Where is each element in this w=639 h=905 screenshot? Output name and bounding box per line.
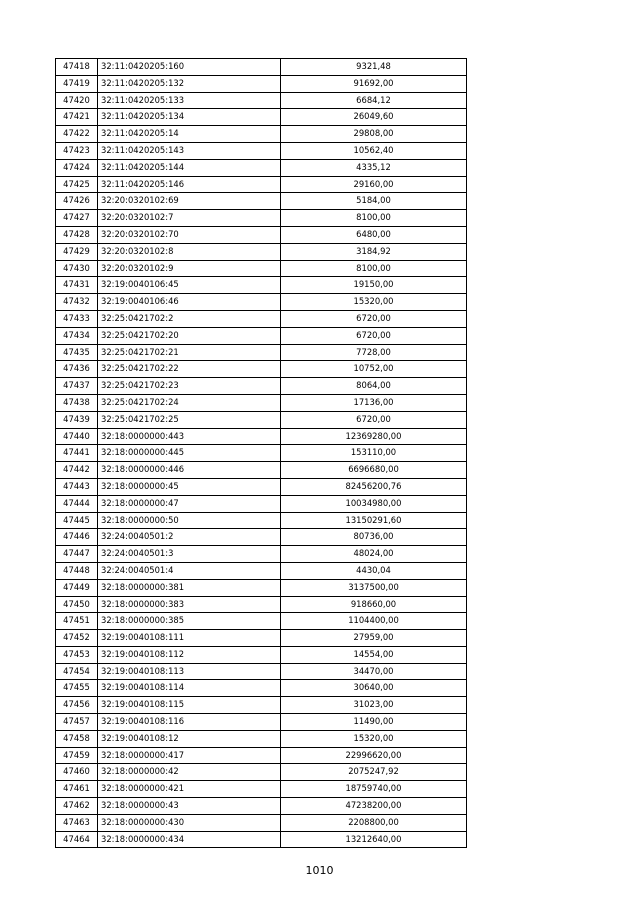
cadastral-number-cell: 32:18:0000000:47	[98, 495, 281, 512]
table-row	[56, 646, 467, 663]
cadastral-number-cell: 32:24:0040501:3	[98, 546, 281, 563]
table-row	[56, 478, 467, 495]
table-row	[56, 529, 467, 546]
cadastral-number-cell: 32:19:0040108:116	[98, 714, 281, 731]
value-cell: 31023,00	[281, 697, 467, 714]
value-cell: 8100,00	[281, 210, 467, 227]
value-cell: 8064,00	[281, 378, 467, 395]
row-number-cell: 47438	[56, 394, 98, 411]
value-cell: 8100,00	[281, 260, 467, 277]
row-number-cell: 47453	[56, 646, 98, 663]
value-cell: 10034980,00	[281, 495, 467, 512]
row-number-cell: 47424	[56, 159, 98, 176]
row-number-cell: 47437	[56, 378, 98, 395]
table-row	[56, 781, 467, 798]
value-cell: 918660,00	[281, 596, 467, 613]
cadastral-number-cell: 32:25:0421702:24	[98, 394, 281, 411]
cadastral-number-cell: 32:19:0040106:46	[98, 294, 281, 311]
cadastral-number-cell: 32:11:0420205:134	[98, 109, 281, 126]
row-number-cell: 47441	[56, 445, 98, 462]
row-number-cell: 47431	[56, 277, 98, 294]
row-number-cell: 47446	[56, 529, 98, 546]
cadastral-number-cell: 32:18:0000000:381	[98, 579, 281, 596]
row-number-cell: 47456	[56, 697, 98, 714]
row-number-cell: 47461	[56, 781, 98, 798]
value-cell: 91692,00	[281, 75, 467, 92]
value-cell: 14554,00	[281, 646, 467, 663]
row-number-cell: 47422	[56, 126, 98, 143]
cadastral-number-cell: 32:25:0421702:2	[98, 310, 281, 327]
cadastral-number-cell: 32:20:0320102:69	[98, 193, 281, 210]
value-cell: 1104400,00	[281, 613, 467, 630]
row-number-cell: 47442	[56, 462, 98, 479]
value-cell: 47238200,00	[281, 798, 467, 815]
row-number-cell: 47445	[56, 512, 98, 529]
table-row	[56, 411, 467, 428]
value-cell: 34470,00	[281, 663, 467, 680]
table-row	[56, 327, 467, 344]
value-cell: 6684,12	[281, 92, 467, 109]
row-number-cell: 47430	[56, 260, 98, 277]
row-number-cell: 47419	[56, 75, 98, 92]
value-cell: 11490,00	[281, 714, 467, 731]
table-row	[56, 75, 467, 92]
value-cell: 26049,60	[281, 109, 467, 126]
value-cell: 6720,00	[281, 327, 467, 344]
value-cell: 22996620,00	[281, 747, 467, 764]
value-cell: 5184,00	[281, 193, 467, 210]
table-row	[56, 814, 467, 831]
value-cell: 6480,00	[281, 226, 467, 243]
value-cell: 4430,04	[281, 562, 467, 579]
row-number-cell: 47449	[56, 579, 98, 596]
cadastral-number-cell: 32:25:0421702:20	[98, 327, 281, 344]
value-cell: 29160,00	[281, 176, 467, 193]
cadastral-number-cell: 32:24:0040501:4	[98, 562, 281, 579]
table-row	[56, 831, 467, 848]
cadastral-number-cell: 32:25:0421702:23	[98, 378, 281, 395]
cadastral-number-cell: 32:19:0040108:115	[98, 697, 281, 714]
table-row	[56, 445, 467, 462]
row-number-cell: 47436	[56, 361, 98, 378]
table-row	[56, 310, 467, 327]
table-row	[56, 394, 467, 411]
value-cell: 17136,00	[281, 394, 467, 411]
cadastral-number-cell: 32:11:0420205:146	[98, 176, 281, 193]
table-row	[56, 361, 467, 378]
table-row	[56, 109, 467, 126]
row-number-cell: 47454	[56, 663, 98, 680]
row-number-cell: 47435	[56, 344, 98, 361]
table-row	[56, 714, 467, 731]
table-row	[56, 798, 467, 815]
table-row	[56, 697, 467, 714]
cadastral-number-cell: 32:11:0420205:14	[98, 126, 281, 143]
row-number-cell: 47447	[56, 546, 98, 563]
table-row	[56, 495, 467, 512]
value-cell: 3137500,00	[281, 579, 467, 596]
value-cell: 2075247,92	[281, 764, 467, 781]
row-number-cell: 47425	[56, 176, 98, 193]
table-row	[56, 210, 467, 227]
table-row	[56, 730, 467, 747]
row-number-cell: 47443	[56, 478, 98, 495]
cadastral-number-cell: 32:18:0000000:383	[98, 596, 281, 613]
table-row	[56, 630, 467, 647]
value-cell: 15320,00	[281, 294, 467, 311]
table-row	[56, 428, 467, 445]
table-row	[56, 747, 467, 764]
table-row	[56, 260, 467, 277]
value-cell: 12369280,00	[281, 428, 467, 445]
row-number-cell: 47444	[56, 495, 98, 512]
table-row	[56, 193, 467, 210]
value-cell: 29808,00	[281, 126, 467, 143]
value-cell: 13212640,00	[281, 831, 467, 848]
cadastral-number-cell: 32:19:0040108:113	[98, 663, 281, 680]
table-row	[56, 243, 467, 260]
row-number-cell: 47423	[56, 142, 98, 159]
row-number-cell: 47459	[56, 747, 98, 764]
cadastral-number-cell: 32:19:0040108:114	[98, 680, 281, 697]
row-number-cell: 47439	[56, 411, 98, 428]
value-cell: 27959,00	[281, 630, 467, 647]
cadastral-number-cell: 32:18:0000000:421	[98, 781, 281, 798]
row-number-cell: 47451	[56, 613, 98, 630]
cadastral-number-cell: 32:19:0040108:112	[98, 646, 281, 663]
row-number-cell: 47452	[56, 630, 98, 647]
cadastral-value-table	[55, 58, 467, 848]
table-row	[56, 462, 467, 479]
table-row	[56, 378, 467, 395]
table-row	[56, 142, 467, 159]
table-row	[56, 512, 467, 529]
cadastral-number-cell: 32:24:0040501:2	[98, 529, 281, 546]
row-number-cell: 47427	[56, 210, 98, 227]
cadastral-number-cell: 32:11:0420205:160	[98, 59, 281, 76]
table-row	[56, 126, 467, 143]
cadastral-number-cell: 32:19:0040106:45	[98, 277, 281, 294]
cadastral-number-cell: 32:18:0000000:445	[98, 445, 281, 462]
cadastral-number-cell: 32:18:0000000:43	[98, 798, 281, 815]
cadastral-number-cell: 32:18:0000000:45	[98, 478, 281, 495]
value-cell: 13150291,60	[281, 512, 467, 529]
cadastral-number-cell: 32:18:0000000:446	[98, 462, 281, 479]
cadastral-number-cell: 32:20:0320102:8	[98, 243, 281, 260]
cadastral-number-cell: 32:25:0421702:25	[98, 411, 281, 428]
cadastral-number-cell: 32:18:0000000:434	[98, 831, 281, 848]
row-number-cell: 47433	[56, 310, 98, 327]
cadastral-number-cell: 32:19:0040108:12	[98, 730, 281, 747]
row-number-cell: 47426	[56, 193, 98, 210]
cadastral-number-cell: 32:19:0040108:111	[98, 630, 281, 647]
row-number-cell: 47421	[56, 109, 98, 126]
value-cell: 30640,00	[281, 680, 467, 697]
value-cell: 18759740,00	[281, 781, 467, 798]
value-cell: 10752,00	[281, 361, 467, 378]
cadastral-number-cell: 32:18:0000000:42	[98, 764, 281, 781]
row-number-cell: 47463	[56, 814, 98, 831]
table-row	[56, 663, 467, 680]
table-body	[56, 59, 467, 848]
cadastral-number-cell: 32:18:0000000:417	[98, 747, 281, 764]
cadastral-number-cell: 32:18:0000000:385	[98, 613, 281, 630]
table-row	[56, 277, 467, 294]
value-cell: 82456200,76	[281, 478, 467, 495]
table-row	[56, 764, 467, 781]
value-cell: 6696680,00	[281, 462, 467, 479]
value-cell: 6720,00	[281, 310, 467, 327]
value-cell: 15320,00	[281, 730, 467, 747]
row-number-cell: 47429	[56, 243, 98, 260]
cadastral-number-cell: 32:11:0420205:143	[98, 142, 281, 159]
row-number-cell: 47450	[56, 596, 98, 613]
row-number-cell: 47440	[56, 428, 98, 445]
value-cell: 80736,00	[281, 529, 467, 546]
table-row	[56, 562, 467, 579]
cadastral-number-cell: 32:25:0421702:22	[98, 361, 281, 378]
value-cell: 7728,00	[281, 344, 467, 361]
cadastral-number-cell: 32:11:0420205:133	[98, 92, 281, 109]
row-number-cell: 47418	[56, 59, 98, 76]
cadastral-number-cell: 32:18:0000000:50	[98, 512, 281, 529]
value-cell: 2208800,00	[281, 814, 467, 831]
table-row	[56, 344, 467, 361]
row-number-cell: 47428	[56, 226, 98, 243]
value-cell: 10562,40	[281, 142, 467, 159]
row-number-cell: 47462	[56, 798, 98, 815]
row-number-cell: 47457	[56, 714, 98, 731]
value-cell: 3184,92	[281, 243, 467, 260]
table-row	[56, 680, 467, 697]
table-row	[56, 294, 467, 311]
table-row	[56, 59, 467, 76]
table-row	[56, 579, 467, 596]
table-row	[56, 176, 467, 193]
cadastral-number-cell: 32:11:0420205:132	[98, 75, 281, 92]
value-cell: 4335,12	[281, 159, 467, 176]
row-number-cell: 47420	[56, 92, 98, 109]
cadastral-number-cell: 32:25:0421702:21	[98, 344, 281, 361]
value-cell: 19150,00	[281, 277, 467, 294]
table-row	[56, 92, 467, 109]
cadastral-number-cell: 32:18:0000000:443	[98, 428, 281, 445]
cadastral-number-cell: 32:20:0320102:7	[98, 210, 281, 227]
cadastral-number-cell: 32:11:0420205:144	[98, 159, 281, 176]
row-number-cell: 47434	[56, 327, 98, 344]
value-cell: 6720,00	[281, 411, 467, 428]
value-cell: 9321,48	[281, 59, 467, 76]
value-cell: 153110,00	[281, 445, 467, 462]
row-number-cell: 47455	[56, 680, 98, 697]
value-cell: 48024,00	[281, 546, 467, 563]
cadastral-number-cell: 32:20:0320102:70	[98, 226, 281, 243]
cadastral-number-cell: 32:18:0000000:430	[98, 814, 281, 831]
page-number: 1010	[305, 864, 334, 877]
row-number-cell: 47460	[56, 764, 98, 781]
cadastral-number-cell: 32:20:0320102:9	[98, 260, 281, 277]
row-number-cell: 47448	[56, 562, 98, 579]
table-row	[56, 596, 467, 613]
row-number-cell: 47458	[56, 730, 98, 747]
table-row	[56, 546, 467, 563]
table-row	[56, 613, 467, 630]
row-number-cell: 47464	[56, 831, 98, 848]
row-number-cell: 47432	[56, 294, 98, 311]
table-row	[56, 226, 467, 243]
table-row	[56, 159, 467, 176]
